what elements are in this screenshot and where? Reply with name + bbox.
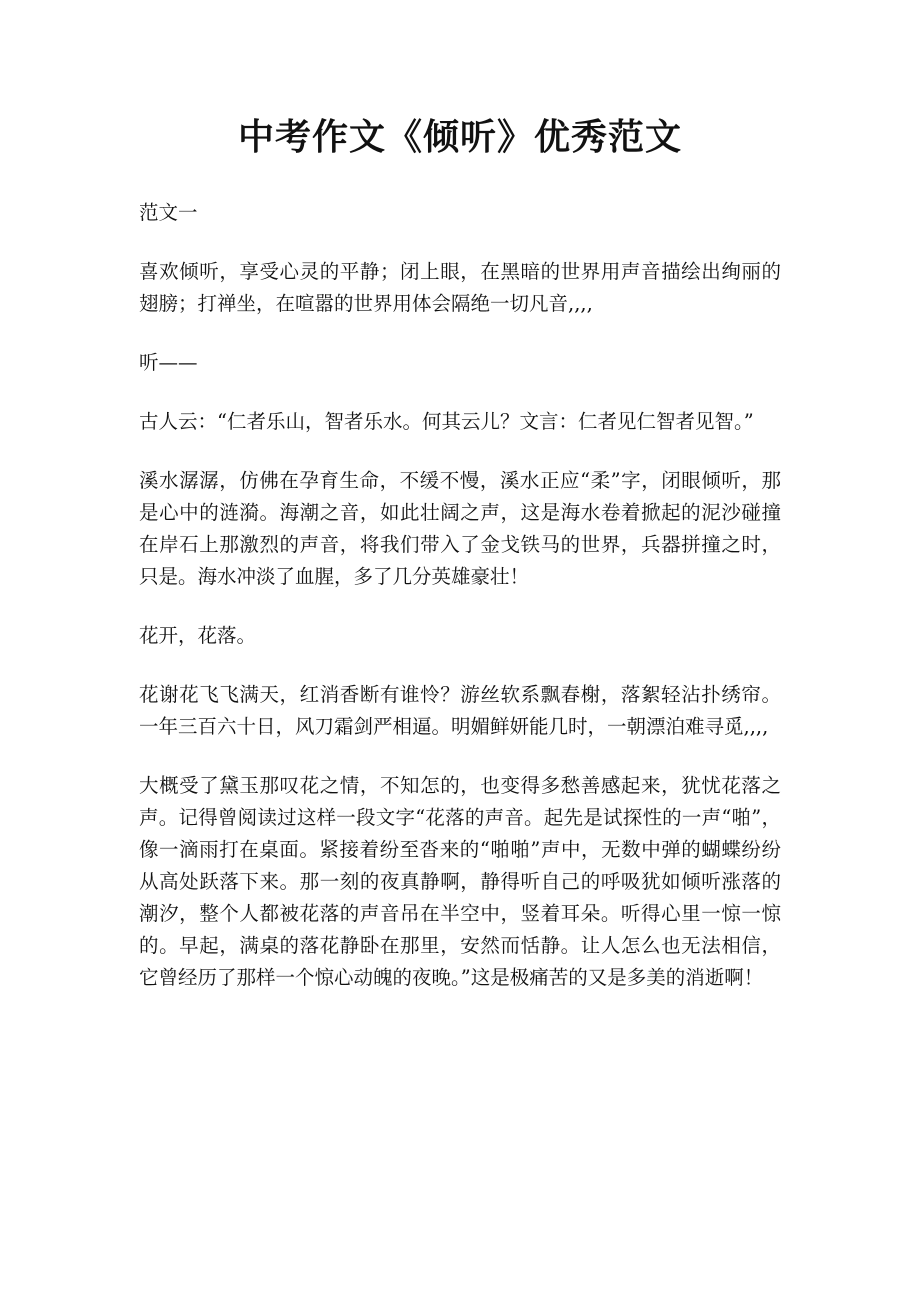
document-body <box>139 197 781 1021</box>
document-title: 中考作文《倾听》优秀范文 <box>237 116 682 158</box>
paragraph: 听—— <box>139 351 198 374</box>
paragraph: 喜欢倾听，享受心灵的平静；闭上眼，在黑暗的世界用声音描绘出绚丽的翅膀；打禅坐，在喧嚣的世界用体会隔绝一切凡音,,,, <box>139 260 781 315</box>
paragraph: 大概受了黛玉那叹花之情，不知怎的，也变得多愁善感起来，犹忧花落之声。记得曾阅读过这样一段文字“花落的声音。起先是试探性的一声“啪”，像一滴雨打在桌面。紧接着纷至沓来的“啪啪”声中，无数中弹的蝴蝶纷纷从高处跃落下来。那一刻的夜真静啊，静得听自己的呼吸犹如倾听涨落的潮汐，整个人都被花落的声音吊在半空中，竖着耳朵。听得心里一惊一惊的。早起，满桌的落花静卧在那里，安然而恬静。让人怎么也无法相信，它曾经历了那样一个惊心动魄的夜晚。”这是极痛苦的又是多美的消逝啊！ <box>139 774 781 989</box>
paragraph-heading-fanwen: 范文一 <box>139 201 198 224</box>
paragraph: 古人云：“仁者乐山，智者乐水。何其云儿？文言：仁者见仁智者见智。” <box>139 410 754 433</box>
paragraph: 溪水潺潺，仿佛在孕育生命，不缓不慢，溪水正应“柔”字，闭眼倾听，那是心中的涟漪。海潮之音，如此壮阔之声，这是海水卷着掀起的泥沙碰撞在岸石上那激烈的声音，将我们带入了金戈铁马的世界，兵器拼撞之时，只是。海水冲淡了血腥，多了几分英雄豪壮！ <box>139 469 781 588</box>
paragraph: 花谢花飞飞满天，红消香断有谁怜？游丝软系飘春榭，落絮轻沾扑绣帘。一年三百六十日，风刀霜剑严相逼。明媚鲜妍能几时，一朝漂泊难寻觅,,,, <box>139 683 781 738</box>
paragraph: 花开，花落。 <box>139 624 257 647</box>
